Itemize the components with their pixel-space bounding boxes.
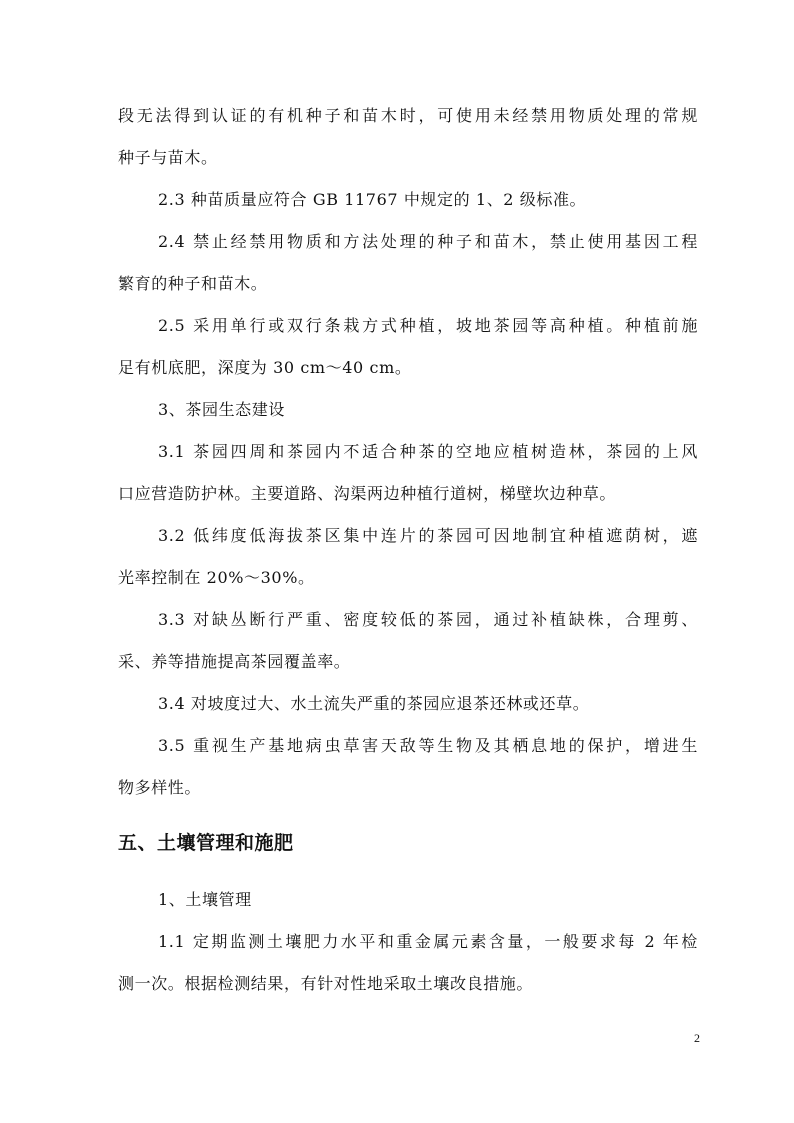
paragraph-line: 2.5 采用单行或双行条栽方式种植，坡地茶园等高种植。种植前施 [158, 316, 698, 335]
paragraph-line: 3.5 重视生产基地病虫草害天敌等生物及其栖息地的保护，增进生 [158, 736, 698, 755]
page-number: 2 [694, 1031, 700, 1045]
paragraph-line: 3.4 对坡度过大、水土流失严重的茶园应退茶还林或还草。 [158, 694, 590, 713]
paragraph-line: 2.3 种苗质量应符合 GB 11767 中规定的 1、2 级标准。 [158, 190, 587, 209]
paragraph-line: 2.4 禁止经禁用物质和方法处理的种子和苗木，禁止使用基因工程 [158, 232, 698, 251]
paragraph-line: 测一次。根据检测结果，有针对性地采取土壤改良措施。 [118, 974, 534, 993]
paragraph-line: 3.2 低纬度低海拔茶区集中连片的茶园可因地制宜种植遮荫树，遮 [158, 526, 698, 545]
section-heading: 五、土壤管理和施肥 [118, 832, 294, 854]
paragraph-line: 物多样性。 [118, 778, 202, 797]
paragraph-line: 段无法得到认证的有机种子和苗木时，可使用未经禁用物质处理的常规 [118, 106, 698, 125]
subsection-title: 3、茶园生态建设 [158, 400, 285, 419]
paragraph-line: 足有机底肥，深度为 30 cm～40 cm。 [118, 358, 412, 377]
paragraph-line: 繁育的种子和苗木。 [118, 274, 268, 293]
paragraph-line: 1.1 定期监测土壤肥力水平和重金属元素含量，一般要求每 2 年检 [158, 932, 698, 951]
paragraph-line: 光率控制在 20%～30%。 [118, 568, 315, 587]
subsection-title: 1、土壤管理 [158, 890, 252, 909]
paragraph-line: 采、养等措施提高茶园覆盖率。 [118, 652, 351, 671]
paragraph-line: 种子与苗木。 [118, 148, 218, 167]
paragraph-line: 口应营造防护林。主要道路、沟渠两边种植行道树，梯壁坎边种草。 [118, 484, 617, 503]
paragraph-line: 3.1 茶园四周和茶园内不适合种茶的空地应植树造林，茶园的上风 [158, 442, 698, 461]
paragraph-line: 3.3 对缺丛断行严重、密度较低的茶园，通过补植缺株，合理剪、 [158, 610, 698, 629]
